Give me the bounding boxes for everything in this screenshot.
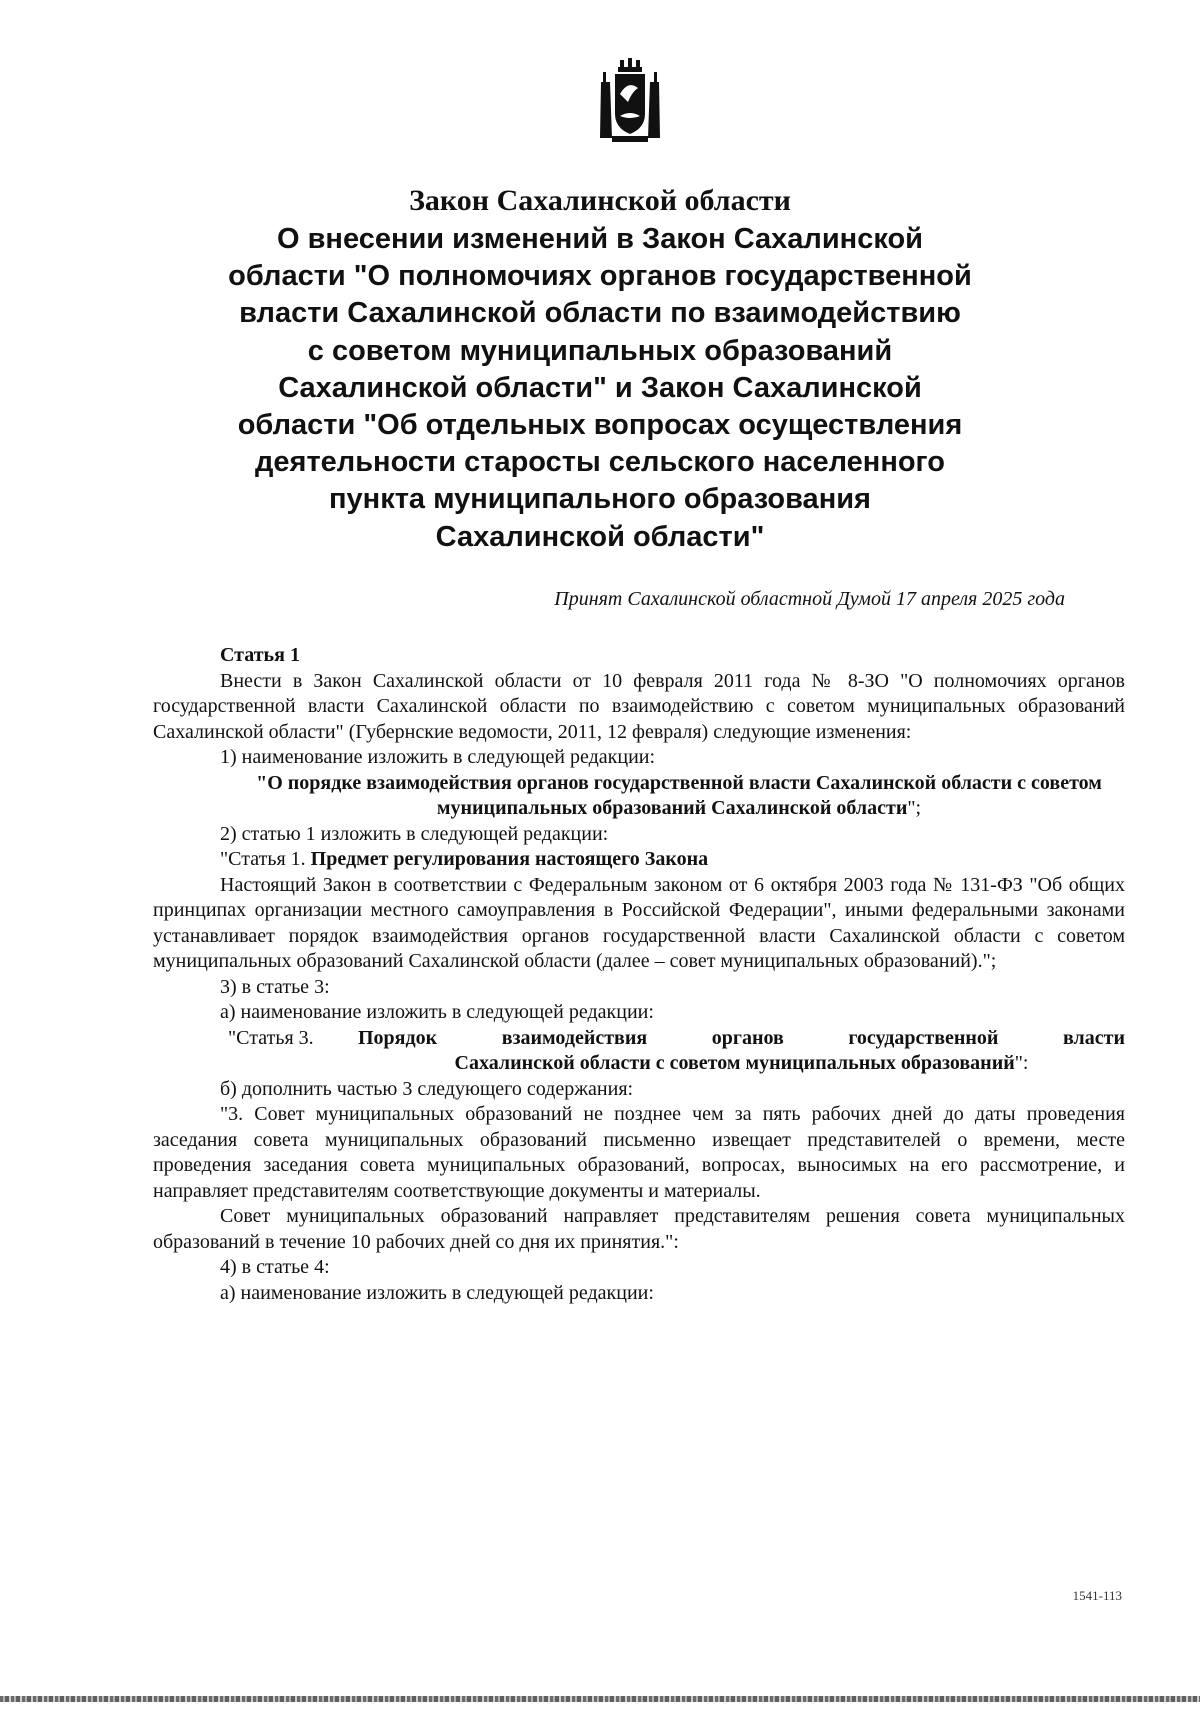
item-3a-title-line-1: Порядок взаимодействия органов государственной власти xyxy=(358,1026,1125,1049)
subtitle-line: Сахалинской области" xyxy=(435,520,765,553)
subtitle-line: области "Об отдельных вопросах осуществления xyxy=(237,409,963,442)
subtitle-line: деятельности старосты сельского населенного xyxy=(255,446,945,479)
item-1: 1) наименование изложить в следующей редакции: xyxy=(220,746,656,768)
item-3a-article xyxy=(153,1026,1125,1077)
item-2-title: Предмет регулирования настоящего Закона xyxy=(310,848,709,870)
law-title: Закон Сахалинской области xyxy=(409,184,791,217)
item-3a-title-line-2-text: Сахалинской области с советом муниципальных образований xyxy=(454,1052,1015,1074)
item-3b: б) дополнить частью 3 следующего содержания: xyxy=(220,1077,634,1100)
item-3a-end: ": xyxy=(1014,1052,1029,1074)
item-3a-label: "Статья 3. xyxy=(228,1026,314,1049)
subtitle-line: области "О полномочиях органов государственной xyxy=(228,260,972,293)
subtitle-line: власти Сахалинской области по взаимодействию xyxy=(239,297,961,330)
document-code: 1541-113 xyxy=(1072,1588,1122,1603)
item-4: 4) в статье 4: xyxy=(220,1256,330,1278)
item-2-text: Настоящий Закон в соответствии с Федеральным законом от 6 октября 2003 года № 131-ФЗ "Об общих принципах организации местного самоуправления в Российской Федерации", иными федеральными законами устанавливает порядок взаимодействия органов государственной власти Сахалинской области с советом муниципальных образований Сахалинской области (далее – совет муниципальных образований)."; xyxy=(153,873,1125,972)
adoption-note: Принят Сахалинской областной Думой 17 апреля 2025 года xyxy=(554,588,1065,610)
item-2-prefix: "Статья 1. xyxy=(220,848,311,870)
item-3b-text-1: "3. Совет муниципальных образований не позднее чем за пять рабочих дней до даты проведения заседания совета муниципальных образований письменно извещает представителей о времени, месте проведения заседания совета муниципальных образований, вопросах, выносимых на его рассмотрение, и направляет представителям соответствующие документы и материалы. xyxy=(153,1103,1125,1202)
item-2: 2) статью 1 изложить в следующей редакции: xyxy=(220,822,609,845)
subtitle-line: Сахалинской области" и Закон Сахалинской xyxy=(278,371,922,404)
law-subtitle xyxy=(120,221,1080,556)
document-body xyxy=(153,643,1125,1306)
coat-of-arms-icon xyxy=(598,58,662,144)
item-4a: а) наименование изложить в следующей редакции: xyxy=(220,1281,654,1304)
subtitle-line: с советом муниципальных образований xyxy=(307,334,893,367)
item-3: 3) в статье 3: xyxy=(220,975,330,998)
item-3a: а) наименование изложить в следующей редакции: xyxy=(220,1001,654,1023)
item-3a-title-line-2 xyxy=(358,1051,1125,1077)
subtitle-line: пункта муниципального образования xyxy=(329,483,871,516)
item-1-quote-text: "О порядке взаимодействия органов государственной власти Сахалинской области с советом муниципальных образований Сахалинской области xyxy=(256,771,1102,819)
article-1-heading: Статья 1 xyxy=(220,644,300,666)
item-2-article xyxy=(153,847,1125,873)
paragraph-intro: Внести в Закон Сахалинской области от 10 февраля 2011 года № 8-ЗО "О полномочиях органов государственной власти Сахалинской области по взаимодействию с советом муниципальных образований Сахалинской области" (Губернские ведомости, 2011, 12 февраля) следующие изменения: xyxy=(153,669,1125,743)
item-1-quote xyxy=(153,771,1125,822)
item-1-quote-end: "; xyxy=(907,797,922,819)
item-3b-text-2: Совет муниципальных образований направляет представителям решения совета муниципальных образований в течение 10 рабочих дней со дня их принятия.": xyxy=(153,1205,1125,1253)
subtitle-line: О внесении изменений в Закон Сахалинской xyxy=(276,223,923,255)
scan-edge-artifact xyxy=(0,1696,1200,1702)
item-3a-title xyxy=(358,1026,1125,1077)
